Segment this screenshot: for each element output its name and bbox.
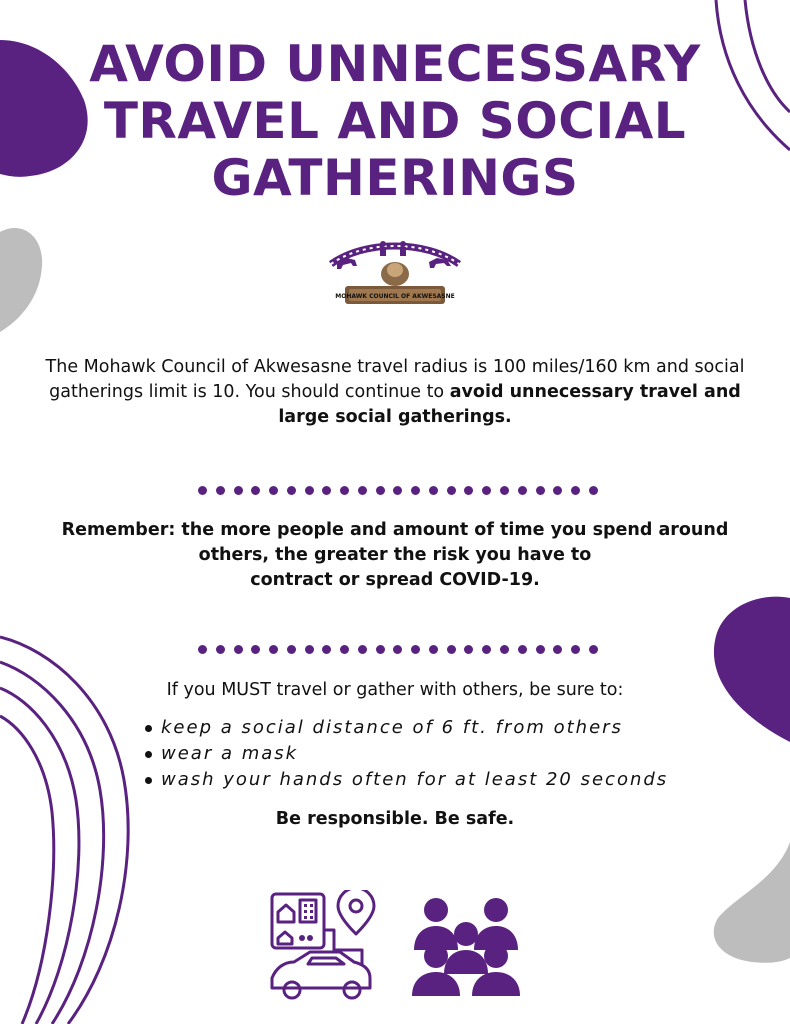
logo-text: MOHAWK COUNCIL OF AKWESASNE xyxy=(335,293,455,300)
travel-map-car-icon xyxy=(268,890,383,1002)
dotted-divider-1 xyxy=(198,484,598,496)
list-item: keep a social distance of 6 ft. from others xyxy=(145,715,668,741)
top-right-ring-inner xyxy=(745,0,790,112)
mohawk-council-logo xyxy=(325,236,465,308)
remember-line-2: others, the greater the risk you have to xyxy=(198,545,592,565)
group-of-people-icon xyxy=(410,890,522,998)
page-title xyxy=(60,36,730,207)
dotted-divider-2 xyxy=(198,643,598,655)
list-item: wash your hands often for at least 20 seconds xyxy=(145,767,668,793)
remember-paragraph xyxy=(20,518,770,593)
remember-line-3: contract or spread COVID-19. xyxy=(250,570,540,590)
intro-paragraph xyxy=(30,355,760,430)
title-line-1: AVOID UNNECESSARY xyxy=(89,35,701,93)
safety-tips-list xyxy=(145,715,668,793)
must-travel-heading: If you MUST travel or gather with others, be sure to: xyxy=(166,680,624,700)
title-line-3: GATHERINGS xyxy=(211,149,579,207)
bottom-right-gray-blob xyxy=(714,842,790,963)
remember-line-1: Remember: the more people and amount of time you spend around xyxy=(61,520,729,540)
intro-text: The Mohawk Council of Akwesasne travel radius is 100 miles/160 km and social gatherings limit is 10. You should continue to xyxy=(45,357,745,402)
right-purple-blob xyxy=(714,597,790,742)
title-line-2: TRAVEL AND SOCIAL xyxy=(103,92,687,150)
intro-emphasis: avoid unnecessary travel and large social gatherings. xyxy=(278,382,741,427)
list-item: wear a mask xyxy=(145,741,668,767)
closing-statement: Be responsible. Be safe. xyxy=(275,809,515,829)
left-gray-blob xyxy=(0,228,42,332)
